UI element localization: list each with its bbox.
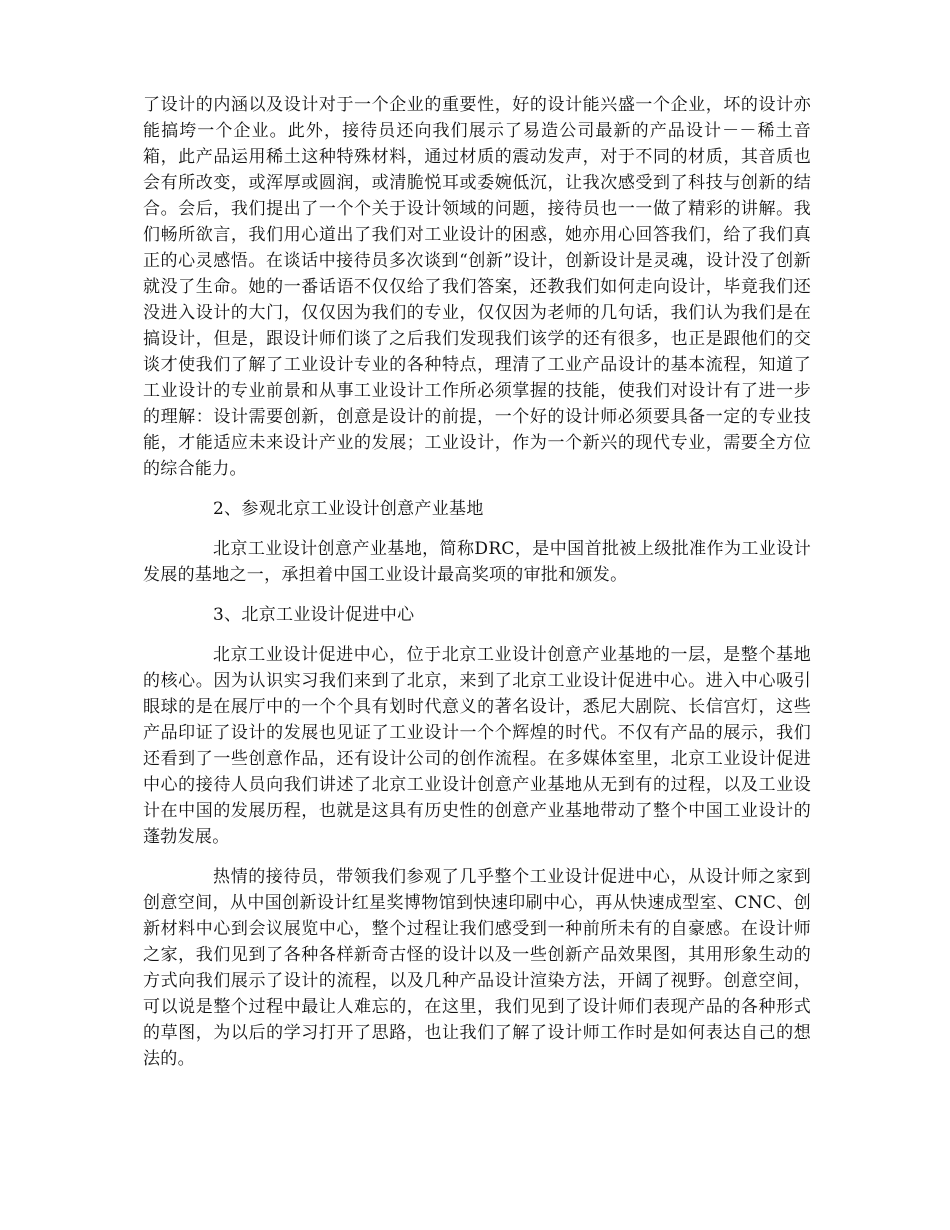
paragraph-drc-intro: 北京工业设计创意产业基地，简称DRC，是中国首批被上级批准作为工业设计发展的基地之一，承担着中国工业设计最高奖项的审批和颁发。 [143,539,811,585]
document-page [143,92,811,1086]
paragraph-promotion-center: 北京工业设计促进中心，位于北京工业设计创意产业基地的一层，是整个基地的核心。因为认识实习我们来到了北京，来到了北京工业设计促进中心。进入中心吸引眼球的是在展厅中的一个个具有划时代意义的著名设计，悉尼大剧院、长信宫灯，这些产品印证了设计的发展也见证了工业设计一个个辉煌的时代。不仅有产品的展示，我们还看到了一些创意作品，还有设计公司的创作流程。在多媒体室里，北京工业设计促进中心的接待人员向我们讲述了北京工业设计创意产业基地从无到有的过程，以及工业设计在中国的发展历程，也就是这具有历史性的创意产业基地带动了整个中国工业设计的蓬勃发展。 [143,645,811,847]
paragraph-continuation: 了设计的内涵以及设计对于一个企业的重要性，好的设计能兴盛一个企业，坏的设计亦能搞垮一个企业。此外，接待员还向我们展示了易造公司最新的产品设计－－稀土音箱，此产品运用稀土这种特殊材料，通过材质的震动发声，对于不同的材质，其音质也会有所改变，或浑厚或圆润，或清脆悦耳或委婉低沉，让我次感受到了科技与创新的结合。会后，我们提出了一个个关于设计领域的问题，接待员也一一做了精彩的讲解。我们畅所欲言，我们用心道出了我们对工业设计的困惑，她亦用心回答我们，给了我们真正的心灵感悟。在谈话中接待员多次谈到“创新”设计，创新设计是灵魂，设计没了创新就没了生命。她的一番话语不仅仅给了我们答案，还教我们如何走向设计，毕竟我们还没进入设计的大门，仅仅因为我们的专业，仅仅因为老师的几句话，我们认为我们是在搞设计，但是，跟设计师们谈了之后我们发现我们该学的还有很多，也正是跟他们的交谈才使我们了解了工业设计专业的各种特点，理清了工业产品设计的基本流程，知道了工业设计的专业前景和从事工业设计工作所必须掌握的技能，使我们对设计有了进一步的理解：设计需要创新，创意是设计的前提，一个好的设计师必须要具备一定的专业技能，才能适应未来设计产业的发展；工业设计，作为一个新兴的现代专业，需要全方位的综合能力。 [143,95,811,479]
paragraph-tour: 热情的接待员，带领我们参观了几乎整个工业设计促进中心，从设计师之家到创意空间，从中国创新设计红星奖博物馆到快速印刷中心，再从快速成型室、CNC、创新材料中心到会议展览中心，整个过程让我们感受到一种前所未有的自豪感。在设计师之家，我们见到了各种各样新奇古怪的设计以及一些创新产品效果图，其用形象生动的方式向我们展示了设计的流程，以及几种产品设计渲染方法，开阔了视野。创意空间，可以说是整个过程中最让人难忘的，在这里，我们见到了设计师们表现产品的各种形式的草图，为以后的学习打开了思路，也让我们了解了设计师工作时是如何表达自己的想法的。 [143,867,811,1069]
section-heading-2: 2、参观北京工业设计创意产业基地 [213,499,484,519]
section-heading-3: 3、北京工业设计促进中心 [213,605,415,625]
